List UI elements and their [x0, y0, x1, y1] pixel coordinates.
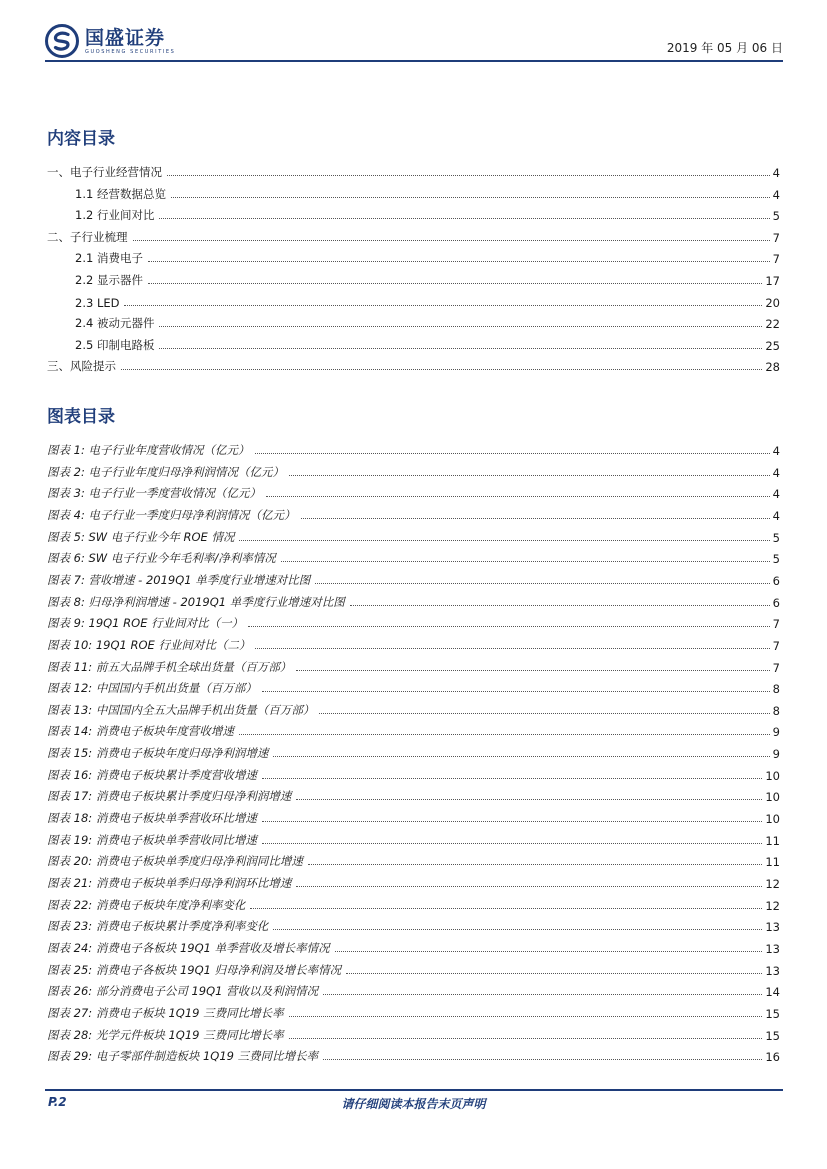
entry-page-number: 4	[772, 508, 780, 523]
toc-entry[interactable]	[47, 160, 780, 180]
entry-page-number: 7	[772, 252, 780, 267]
entry-label: 图表 23: 消费电子板块累计季度净利率变化	[47, 919, 269, 934]
dot-leader	[308, 864, 763, 865]
figure-entry[interactable]	[47, 784, 780, 804]
toc-entry[interactable]	[47, 354, 780, 374]
toc-title: 内容目录	[47, 129, 115, 149]
entry-page-number: 4	[772, 187, 780, 202]
entry-page-number: 12	[765, 877, 780, 891]
dot-leader	[301, 518, 770, 519]
entry-label: 图表 28: 光学元件板块 1Q19 三费同比增长率	[47, 1027, 284, 1042]
toc-entry[interactable]	[75, 333, 780, 353]
figure-entry[interactable]	[47, 1044, 780, 1064]
footer-divider	[45, 1089, 783, 1091]
page-header	[45, 22, 783, 62]
figure-entry[interactable]	[47, 698, 780, 718]
entry-label: 一、电子行业经营情况	[47, 165, 162, 179]
company-logo	[45, 24, 175, 58]
entry-label: 图表 11: 前五大品牌手机全球出货量（百万部）	[47, 659, 292, 674]
toc-entry[interactable]	[75, 246, 780, 266]
figure-entry[interactable]	[47, 871, 780, 891]
entry-page-number: 13	[765, 941, 780, 956]
figure-index-title: 图表目录	[47, 407, 115, 427]
entry-page-number: 28	[765, 360, 780, 375]
dot-leader	[248, 626, 770, 627]
dot-leader	[148, 283, 762, 284]
dot-leader	[159, 218, 769, 219]
entry-label: 图表 12: 中国国内手机出货量（百万部）	[47, 681, 257, 696]
header-divider	[45, 60, 783, 62]
toc-entry[interactable]	[47, 225, 780, 245]
dot-leader	[273, 929, 762, 930]
entry-label: 2.5 印制电路板	[75, 337, 155, 352]
dot-leader	[262, 778, 763, 779]
dot-leader	[133, 240, 770, 241]
toc-entry[interactable]	[75, 311, 780, 331]
dot-leader	[255, 453, 770, 454]
dot-leader	[262, 691, 770, 692]
dot-leader	[121, 369, 762, 370]
dot-leader	[350, 605, 770, 606]
toc-entry[interactable]	[75, 182, 780, 202]
entry-page-number: 10	[765, 812, 780, 827]
entry-label: 图表 14: 消费电子板块年度营收增速	[47, 724, 234, 739]
figure-entry[interactable]	[47, 503, 780, 523]
entry-label: 图表 1: 电子行业年度营收情况（亿元）	[47, 443, 250, 457]
entry-page-number: 6	[772, 573, 780, 588]
entry-page-number: 15	[765, 1028, 780, 1043]
entry-page-number: 4	[772, 166, 780, 180]
figure-entry[interactable]	[47, 741, 780, 761]
toc-entry[interactable]	[75, 268, 780, 288]
dot-leader	[250, 908, 762, 909]
figure-entry[interactable]	[47, 1001, 780, 1021]
entry-page-number: 22	[765, 317, 780, 332]
report-date: 2019 年 05 月 06 日	[666, 41, 783, 55]
entry-page-number: 15	[765, 1006, 780, 1021]
dot-leader	[289, 1038, 763, 1039]
entry-label: 2.1 消费电子	[75, 251, 143, 266]
entry-page-number: 7	[772, 617, 780, 632]
entry-page-number: 8	[772, 682, 780, 697]
figure-entry[interactable]	[47, 568, 780, 588]
figure-entry[interactable]	[47, 763, 780, 783]
dot-leader	[124, 305, 762, 306]
dot-leader	[319, 713, 769, 714]
dot-leader	[289, 475, 770, 476]
entry-label: 图表 22: 消费电子板块年度净利率变化	[47, 897, 246, 912]
dot-leader	[323, 994, 762, 995]
entry-label: 1.1 经营数据总览	[75, 186, 166, 201]
disclaimer-note: 请仔细阅读本报告末页声明	[341, 1097, 486, 1111]
entry-page-number: 10	[765, 790, 780, 805]
entry-page-number: 4	[772, 487, 780, 502]
entry-label: 图表 26: 部分消费电子公司 19Q1 营收以及利润情况	[47, 984, 319, 999]
dot-leader	[159, 326, 762, 327]
dot-leader	[273, 756, 769, 757]
guosheng-logo-icon	[45, 24, 79, 58]
figure-entry[interactable]	[47, 590, 780, 610]
dot-leader	[315, 583, 769, 584]
figure-entry[interactable]	[47, 893, 780, 913]
logo-chinese-name: 国盛证券	[85, 26, 166, 49]
figure-entry[interactable]	[47, 806, 780, 826]
dot-leader	[167, 175, 770, 176]
dot-leader	[346, 973, 762, 974]
figure-entry[interactable]	[47, 914, 780, 934]
entry-page-number: 13	[765, 920, 780, 935]
entry-label: 图表 18: 消费电子板块单季营收环比增速	[47, 811, 257, 826]
figure-entry[interactable]	[47, 481, 780, 501]
toc-entry[interactable]	[75, 203, 780, 223]
entry-page-number: 14	[765, 985, 780, 1000]
entry-label: 图表 5: SW 电子行业今年 ROE 情况	[47, 529, 235, 544]
figure-entry[interactable]	[47, 546, 780, 566]
dot-leader	[262, 821, 763, 822]
entry-label: 图表 25: 消费电子各板块 19Q1 归母净利润及增长率情况	[47, 962, 342, 977]
page-number: P.2	[48, 1095, 67, 1109]
figure-entry[interactable]	[47, 828, 780, 848]
entry-label: 图表 15: 消费电子板块年度归母净利润增速	[47, 746, 269, 761]
entry-label: 图表 13: 中国国内全五大品牌手机出货量（百万部）	[47, 702, 315, 717]
entry-label: 图表 19: 消费电子板块单季营收同比增速	[47, 832, 257, 847]
figure-entry[interactable]	[47, 936, 780, 956]
entry-label: 图表 21: 消费电子板块单季归母净利润环比增速	[47, 876, 292, 890]
entry-page-number: 7	[772, 230, 780, 245]
figure-entry[interactable]	[47, 719, 780, 739]
entry-page-number: 13	[765, 963, 780, 978]
entry-label: 图表 16: 消费电子板块累计季度营收增速	[47, 767, 257, 782]
entry-page-number: 10	[765, 768, 780, 783]
entry-label: 图表 3: 电子行业一季度营收情况（亿元）	[47, 486, 262, 501]
dot-leader	[296, 799, 762, 800]
dot-leader	[148, 261, 770, 262]
dot-leader	[281, 561, 770, 562]
entry-label: 图表 24: 消费电子各板块 19Q1 单季营收及增长率情况	[47, 940, 330, 955]
entry-label: 图表 8: 归母净利润增速 - 2019Q1 单季度行业增速对比图	[47, 594, 345, 609]
dot-leader	[296, 886, 762, 887]
dot-leader	[159, 348, 762, 349]
dot-leader	[262, 843, 763, 844]
entry-page-number: 5	[772, 209, 780, 224]
entry-label: 2.4 被动元器件	[75, 316, 155, 331]
entry-page-number: 11	[765, 855, 780, 870]
figure-entry[interactable]	[47, 633, 780, 653]
entry-label: 2.3 LED	[75, 295, 120, 310]
entry-label: 三、风险提示	[47, 359, 116, 374]
entry-label: 图表 7: 营收增速 - 2019Q1 单季度行业增速对比图	[47, 572, 311, 587]
entry-page-number: 5	[772, 552, 780, 567]
entry-label: 图表 10: 19Q1 ROE 行业间对比（二）	[47, 637, 251, 652]
figure-entry[interactable]	[47, 438, 780, 458]
entry-label: 图表 2: 电子行业年度归母净利润情况（亿元）	[47, 464, 284, 479]
entry-label: 图表 29: 电子零部件制造板块 1Q19 三费同比增长率	[47, 1049, 319, 1064]
figure-entry[interactable]	[47, 958, 780, 978]
entry-label: 图表 27: 消费电子板块 1Q19 三费同比增长率	[47, 1005, 284, 1020]
entry-page-number: 7	[772, 638, 780, 653]
entry-page-number: 20	[765, 295, 780, 310]
dot-leader	[335, 951, 763, 952]
dot-leader	[171, 197, 770, 198]
figure-entry[interactable]	[47, 460, 780, 480]
figure-entry[interactable]	[47, 849, 780, 869]
entry-label: 图表 6: SW 电子行业今年毛利率/净利率情况	[47, 551, 276, 566]
entry-label: 图表 20: 消费电子板块单季度归母净利润同比增速	[47, 854, 303, 869]
figure-entry[interactable]	[47, 611, 780, 631]
entry-page-number: 11	[765, 833, 780, 848]
entry-label: 1.2 行业间对比	[75, 208, 155, 223]
entry-page-number: 5	[772, 530, 780, 545]
dot-leader	[289, 1016, 763, 1017]
dot-leader	[255, 648, 769, 649]
entry-page-number: 12	[765, 898, 780, 913]
entry-label: 图表 9: 19Q1 ROE 行业间对比（一）	[47, 616, 244, 631]
dot-leader	[239, 540, 769, 541]
entry-label: 2.2 显示器件	[75, 273, 143, 287]
entry-label: 图表 4: 电子行业一季度归母净利润情况（亿元）	[47, 507, 296, 522]
entry-label: 图表 17: 消费电子板块累计季度归母净利润增速	[47, 789, 292, 804]
logo-english-name: GUOSHENG SECURITIES	[85, 48, 176, 55]
dot-leader	[266, 496, 770, 497]
entry-page-number: 4	[772, 465, 780, 480]
entry-page-number: 9	[772, 725, 780, 740]
entry-page-number: 6	[772, 595, 780, 610]
dot-leader	[296, 670, 769, 671]
entry-page-number: 17	[765, 274, 780, 288]
toc-entry[interactable]	[75, 290, 780, 310]
dot-leader	[239, 734, 770, 735]
figure-entry[interactable]	[47, 676, 780, 696]
figure-entry[interactable]	[47, 1023, 780, 1043]
entry-page-number: 8	[772, 703, 780, 718]
entry-page-number: 9	[772, 747, 780, 762]
entry-page-number: 7	[772, 660, 780, 675]
figure-entry[interactable]	[47, 979, 780, 999]
figure-entry[interactable]	[47, 655, 780, 675]
dot-leader	[323, 1059, 762, 1060]
entry-label: 二、子行业梳理	[47, 229, 128, 244]
entry-page-number: 4	[772, 444, 780, 458]
entry-page-number: 16	[765, 1050, 780, 1065]
entry-page-number: 25	[765, 338, 780, 353]
figure-entry[interactable]	[47, 525, 780, 545]
